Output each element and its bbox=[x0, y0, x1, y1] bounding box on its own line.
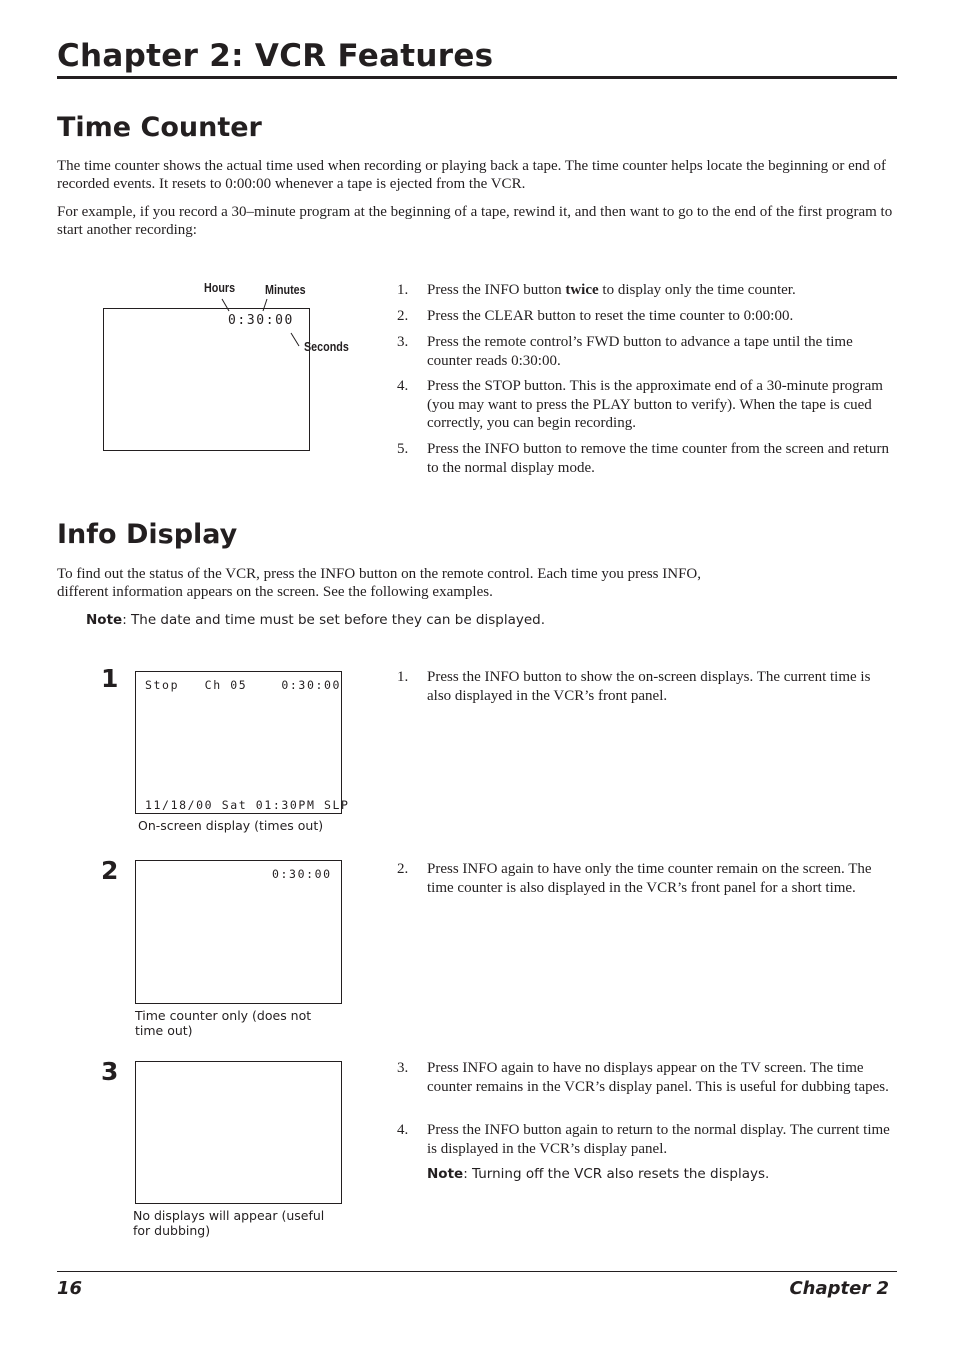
ex3-step-4 bbox=[397, 1121, 897, 1161]
example-2-screen bbox=[135, 860, 342, 1004]
page-number: 16 bbox=[57, 1278, 83, 1299]
example-2-caption: Time counter only (does not time out) bbox=[135, 1008, 312, 1038]
example-1-screen bbox=[135, 671, 350, 814]
ex1-step-1-number: 1. bbox=[397, 669, 409, 685]
time-counter-para-1: The time counter shows the actual time used when recording or playing back a tape. The time counter helps locate the beginning or end of recorded events. It resets to 0:00:00 whenever a tape is ejected from the VCR. bbox=[57, 158, 887, 192]
footer-rule bbox=[57, 1271, 897, 1272]
example-1-osd-top: Stop Ch 05 0:30:00 bbox=[145, 678, 342, 692]
minutes-label: Minutes bbox=[265, 283, 306, 297]
seconds-label: Seconds bbox=[304, 340, 349, 354]
tc-step-3 bbox=[397, 333, 897, 373]
tc-step-5-text: Press the INFO button to remove the time counter from the screen and return to the normal display mode. bbox=[427, 441, 889, 476]
ex3-step-4-text: Press the INFO button again to return to the normal display. The current time is displayed in the VCR’s display panel. bbox=[427, 1122, 890, 1157]
ex3-step-3 bbox=[397, 1059, 897, 1119]
note-text: : The date and time must be set before they can be displayed. bbox=[122, 612, 546, 628]
minutes-callout-line bbox=[263, 299, 267, 311]
tc-step-3-number: 3. bbox=[397, 334, 409, 350]
ex2-step-2-number: 2. bbox=[397, 861, 409, 877]
time-counter-heading: Time Counter bbox=[57, 112, 262, 143]
tc-step-5-number: 5. bbox=[397, 441, 409, 457]
example-2-osd-top: 0:30:00 bbox=[272, 867, 332, 881]
example-2-number: 2 bbox=[101, 856, 119, 885]
ex3-note-text: : Turning off the VCR also resets the displays. bbox=[463, 1166, 770, 1182]
counter-readout: 0:30:00 bbox=[228, 313, 294, 328]
tc-step-2 bbox=[397, 307, 897, 327]
example-3-screen bbox=[135, 1061, 342, 1204]
tc-step-5 bbox=[397, 440, 897, 480]
hours-callout-line bbox=[222, 299, 229, 311]
footer-chapter: Chapter 2 bbox=[789, 1278, 889, 1299]
example-3-number: 3 bbox=[101, 1057, 119, 1086]
tc-step-1 bbox=[397, 281, 897, 301]
ex3-step-3-text: Press INFO again to have no displays appear on the TV screen. The time counter remains in the VCR’s display panel. This is useful for dubbing tapes. bbox=[427, 1060, 889, 1095]
tc-step-1-pre: Press the INFO button bbox=[427, 282, 566, 298]
time-counter-diagram bbox=[100, 278, 370, 458]
ex3-step-3-number: 3. bbox=[397, 1060, 409, 1076]
ex3-note-label: Note bbox=[427, 1166, 464, 1182]
info-display-heading: Info Display bbox=[57, 519, 238, 550]
ex2-step-2 bbox=[397, 860, 897, 920]
ex1-step-1-text: Press the INFO button to show the on-screen displays. The current time is also displayed in the VCR’s front panel. bbox=[427, 669, 871, 704]
note-label: Note bbox=[86, 612, 123, 628]
example-1-number: 1 bbox=[101, 664, 119, 693]
tc-step-4 bbox=[397, 377, 897, 437]
example-1-caption: On-screen display (times out) bbox=[138, 818, 324, 833]
tc-step-1-number: 1. bbox=[397, 282, 409, 298]
ex2-step-2-text: Press INFO again to have only the time counter remain on the screen. The time counter is also displayed in the VCR’s front panel for a short time. bbox=[427, 861, 872, 896]
example-1-osd-bottom: 11/18/00 Sat 01:30PM SLP bbox=[145, 798, 350, 812]
callout-lines bbox=[100, 278, 370, 458]
chapter-title: Chapter 2: VCR Features bbox=[57, 38, 494, 74]
info-display-note bbox=[86, 612, 545, 628]
tc-step-4-text: Press the STOP button. This is the approximate end of a 30-minute program (you may want to press the PLAY button to verify). When the tape is cued correctly, you can begin recording. bbox=[427, 378, 883, 431]
ex1-step-1 bbox=[397, 668, 897, 708]
ex3-note bbox=[427, 1166, 769, 1182]
info-display-para: To find out the status of the VCR, press the INFO button on the remote control. Each time you press INFO, different information appears on the screen. See the following examples. bbox=[57, 566, 701, 600]
tc-step-4-number: 4. bbox=[397, 378, 409, 394]
chapter-title-rule bbox=[57, 76, 897, 79]
tc-step-1-text bbox=[427, 281, 893, 300]
ex3-step-4-number: 4. bbox=[397, 1122, 409, 1138]
example-3-caption: No displays will appear (useful for dubbing) bbox=[133, 1208, 325, 1238]
tc-step-2-text: Press the CLEAR button to reset the time counter to 0:00:00. bbox=[427, 308, 794, 324]
tc-step-2-number: 2. bbox=[397, 308, 409, 324]
seconds-callout-line bbox=[291, 333, 299, 346]
time-counter-para-2: For example, if you record a 30–minute program at the beginning of a tape, rewind it, and then want to go to the end of the first program to start another recording: bbox=[57, 204, 893, 238]
tc-step-1-post: to display only the time counter. bbox=[598, 282, 796, 298]
tc-step-1-bold: twice bbox=[565, 282, 599, 298]
hours-label: Hours bbox=[204, 281, 236, 295]
tc-step-3-text: Press the remote control’s FWD button to advance a tape until the time counter reads 0:30:00. bbox=[427, 334, 853, 369]
